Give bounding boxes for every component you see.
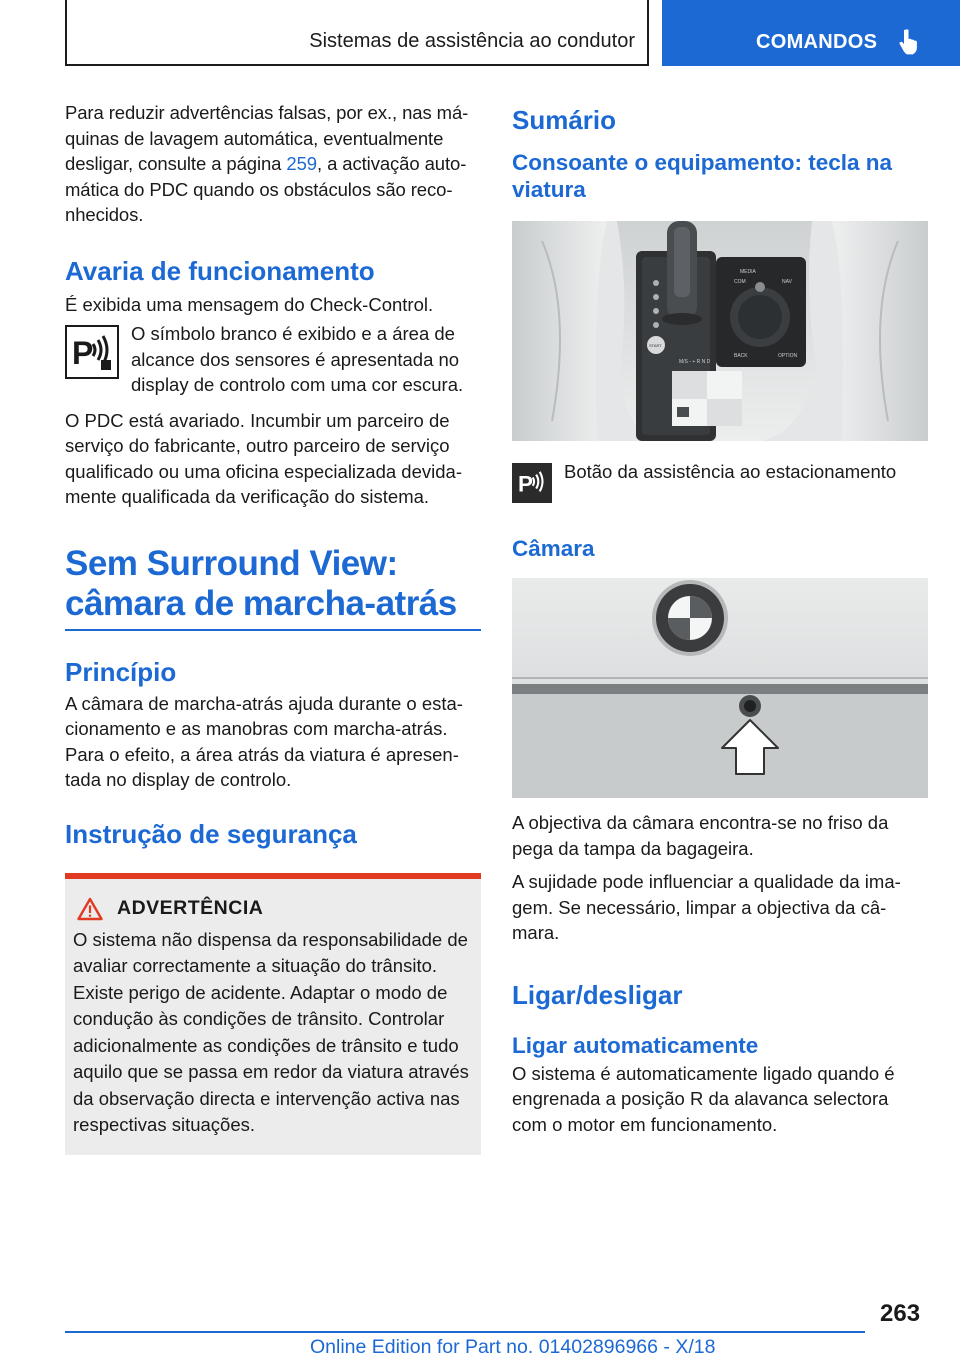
- main-heading-rule: [65, 629, 481, 631]
- safety-heading: Instrução de segurança: [65, 818, 357, 849]
- svg-text:MEDIA: MEDIA: [740, 269, 756, 275]
- page-link-259[interactable]: 259: [286, 153, 317, 174]
- page-number: 263: [880, 1300, 921, 1327]
- center-console-image: [512, 221, 928, 441]
- auto-heading: Ligar automaticamente: [512, 1032, 759, 1058]
- svg-text:NAV: NAV: [782, 279, 792, 285]
- footer-rule: [65, 1331, 865, 1333]
- warning-box: [65, 873, 481, 1155]
- header-section-box: [65, 0, 649, 66]
- header-chapter-tab[interactable]: [662, 0, 960, 66]
- rear-camera-image: [512, 578, 928, 798]
- warning-title-row: [77, 897, 473, 921]
- fault-text: É exibida uma mensagem do Check-Control.: [65, 293, 434, 315]
- intro-text-a: Para reduzir advertências falsas, por ex., nas má-quinas de lavagem automática, eventualmente desligar, consulte a página: [65, 102, 469, 174]
- principle-heading: Princípio: [65, 656, 177, 687]
- camera-text-2: A sujidade pode influenciar a qualidade da ima-gem. Se necessário, limpar a objectiva da câ-mara.: [512, 871, 901, 943]
- principle-text: A câmara de marcha-atrás ajuda durante o esta-cionamento e as manobras com marcha-atrás. Para o efeito, a área atrás da viatura é apresen-tada no display de controlo.: [65, 692, 463, 790]
- right-column: [512, 100, 928, 1137]
- summary-heading: Sumário: [512, 105, 617, 135]
- button-caption-row: [512, 463, 928, 503]
- fault-symbol-row: [65, 325, 481, 398]
- button-caption: Botão da assistência ao estacionamento: [564, 461, 897, 482]
- svg-text:BACK: BACK: [734, 353, 748, 359]
- fault-heading: Avaria de funcionamento: [65, 255, 375, 286]
- pdc-white-symbol-icon: [65, 325, 119, 379]
- button-heading: Consoante o equipamento: tecla na viatura: [512, 150, 893, 202]
- hand-pointer-icon: [898, 28, 922, 56]
- svg-text:COM: COM: [734, 279, 746, 285]
- svg-text:OPTION: OPTION: [778, 353, 798, 359]
- onoff-heading: Ligar/desligar: [512, 979, 683, 1010]
- svg-text:M/S - + R N D: M/S - + R N D: [679, 359, 711, 365]
- warning-text: O sistema não dispensa da responsabilidade de avaliar correctamente a situação do trânsito. Existe perigo de acidente. Adaptar o modo de condução às condições de trânsito. Controlar adicionalmente as condições de trânsito e tudo aquilo que se passa em redor da viatura através da observação directa e intervenção activa nas respectivas situações.: [73, 928, 469, 1135]
- auto-text: O sistema é automaticamente ligado quando é engrenada a posição R da alavanca selectora com o motor em funcionamento.: [512, 1062, 895, 1135]
- camera-heading: Câmara: [512, 536, 595, 561]
- camera-text-1: A objectiva da câmara encontra-se no friso da pega da tampa da bagageira.: [512, 812, 889, 859]
- warning-title: ADVERTÊNCIA: [117, 897, 264, 919]
- footer-edition: Online Edition for Part no. 01402896966 - X/18: [310, 1336, 716, 1358]
- left-column: [65, 100, 481, 1155]
- svg-text:START: START: [649, 343, 662, 348]
- svg-text:P: P: [518, 471, 533, 497]
- warning-triangle-icon: [77, 897, 103, 921]
- fault-text-2: O PDC está avariado. Incumbir um parceiro de serviço do fabricante, outro parceiro de serviço qualificado ou uma oficina especializada devida-mente qualificada da verificação do sistema.: [65, 409, 462, 507]
- main-heading: Sem Surround View: câmara de marcha-atrás: [65, 543, 457, 623]
- intro-text-b: , a activação auto-mática do PDC quando os obstáculos são reco-nhecidos.: [65, 153, 467, 225]
- intro-paragraph: [65, 100, 481, 228]
- header-section-title: Sistemas de assistência ao condutor: [309, 30, 635, 52]
- parking-assist-button-icon: [512, 463, 552, 503]
- fault-symbol-text: O símbolo branco é exibido e a área de alcance dos sensores é apresentada no display de controlo com uma cor escura.: [131, 323, 464, 395]
- header-chapter-label: COMANDOS: [756, 31, 878, 53]
- svg-text:P: P: [72, 335, 94, 371]
